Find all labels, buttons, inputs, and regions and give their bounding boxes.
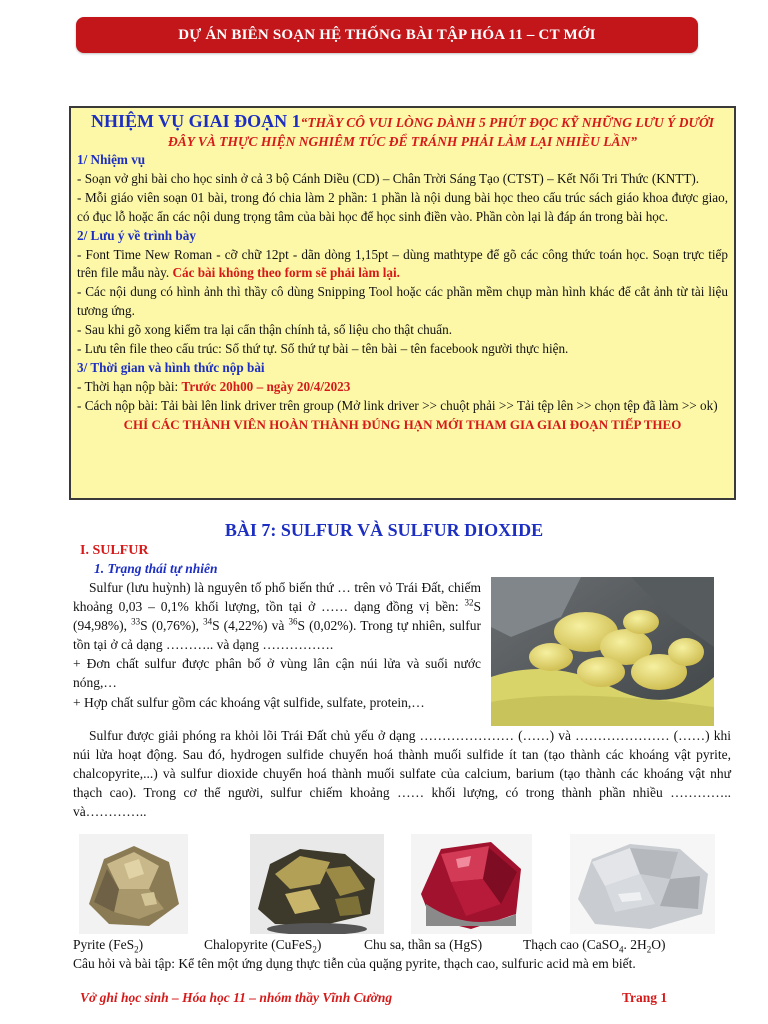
format-paragraph: - Lưu tên file theo cấu trúc: Số thứ tự. Số thứ tự bài – tên bài – tên facebook người thực hiện. <box>77 341 569 357</box>
cinnabar-image <box>411 834 532 934</box>
sulfur-rock-image <box>491 577 714 726</box>
header-banner: DỰ ÁN BIÊN SOẠN HỆ THỐNG BÀI TẬP HÓA 11 – CT MỚI <box>76 17 698 53</box>
task-paragraph: - Soạn vở ghi bài cho học sinh ở cả 3 bộ Cánh Diều (CD) – Chân Trời Sáng Tạo (CTST) – Kết Nối Tri Thức (KNTT). <box>77 170 700 186</box>
footer-title: Vở ghi học sinh – Hóa học 11 – nhóm thầy Vĩnh Cường <box>80 990 393 1005</box>
section-title: I. SULFUR <box>80 543 149 558</box>
task-title <box>77 112 728 151</box>
section-heading-task: 1/ Nhiệm vụ <box>77 152 146 167</box>
chalcopyrite-image <box>250 834 384 934</box>
deadline-date: Trước 20h00 – ngày 20/4/2023 <box>181 378 351 394</box>
pyrite-image <box>79 834 188 934</box>
release-paragraph: Sulfur được giải phóng ra khỏi lõi Trái Đất chủ yếu ở dạng ………………… (……) và ………………… (……) khi núi lửa hoạt động. Sau đó, hydrogen sulfide chuyển hoá thành muối sulfide ít tan (tạo thành các khoáng vật pyrite, chalcopyrite,...) và sulfur dioxide chuyển hoá thành muối sulfate của calcium, barium (tạo thành các khoáng vật như thạch cao). Trong cơ thể người, sulfur chiếm khoảng …… khối lượng, có trong thành phần nhiều ………….. và………….. <box>73 728 731 820</box>
pyrite-photo <box>79 834 188 934</box>
task-notice: “THẦY CÔ VUI LÒNG DÀNH 5 PHÚT ĐỌC KỸ NHỮNG LƯU Ý DƯỚI ĐÂY VÀ THỰC HIỆN NGHIÊM TÚC ĐỂ TRÁNH PHẢI LÀM LẠI NHIỀU LẦN” <box>167 115 715 149</box>
gypsum-image <box>570 834 715 934</box>
compound-paragraph: + Hợp chất sulfur gồm các khoáng vật sulfide, sulfate, protein,… <box>73 694 425 710</box>
isotope-paragraph: Sulfur (lưu huỳnh) là nguyên tố phổ biến thứ … trên vỏ Trái Đất, chiếm khoảng 0,03 – 0,1% khối lượng, tồn tại ở …… dạng đồng vị bền: $^{32}$S (94,98%), $^{33}$S (0,76%), $^{34}$S (4,22%) và $^{36}$S (0,02%). Trong tự nhiên, sulfur tồn tại ở cả dạng ……….. và dạng ……………. <box>73 580 481 653</box>
deadline-paragraph: - Thời hạn nộp bài: Trước 20h00 – ngày 20/4/2023 <box>77 378 351 394</box>
gypsum-photo <box>570 834 715 934</box>
page-number: Trang 1 <box>622 990 668 1005</box>
caption-chalcopyrite: Chalopyrite (CuFeS$_2$) <box>204 937 322 955</box>
format-paragraph: - Sau khi gõ xong kiểm tra lại cẩn thận chính tả, số liệu cho thật chuẩn. <box>77 322 453 338</box>
format-paragraph: - Font Time New Roman - cỡ chữ 12pt - dãn dòng 1,15pt – dùng mathtype để gõ các công thức toán học. Soạn trực tiếp trên file mẫu này. Các bài không theo form sẽ phải làm lại. <box>77 246 728 281</box>
natural-state-text <box>73 578 481 712</box>
format-warning: Các bài không theo form sẽ phải làm lại. <box>172 265 400 281</box>
task-heading: NHIỆM VỤ GIAI ĐOẠN 1 <box>90 111 301 131</box>
final-notice: CHỈ CÁC THÀNH VIÊN HOÀN THÀNH ĐÚNG HẠN MỚI THAM GIA GIAI ĐOẠN TIẾP THEO <box>123 416 682 432</box>
format-paragraph: - Các nội dung có hình ảnh thì thầy cô dùng Snipping Tool hoặc các phần mềm chụp màn hình khác để cắt ảnh từ tài liệu tương ứng. <box>77 284 728 319</box>
task-notice-box <box>69 106 736 500</box>
subsection-title: 1. Trạng thái tự nhiên <box>94 561 218 576</box>
section-heading-deadline: 3/ Thời gian và hình thức nộp bài <box>77 359 265 375</box>
elemental-paragraph: + Đơn chất sulfur được phân bố ở vùng lân cận núi lửa và suối nước nóng,… <box>73 656 481 691</box>
task-paragraph: - Mỗi giáo viên soạn 01 bài, trong đó chia làm 2 phần: 1 phần là nội dung bài học theo cấu trúc sách giáo khoa được giao, có đục lỗ hoặc ẩn các nội dung trọng tâm của bài học để học sinh điền vào. Phần còn lại là đáp án trong bài học. <box>77 189 728 224</box>
submit-paragraph: - Cách nộp bài: Tải bài lên link driver trên group (Mở link driver >> chuột phải >> Tải tệp lên >> chọn tệp đã làm >> ok) <box>77 397 718 413</box>
release-text <box>73 726 731 821</box>
sulfur-photo <box>491 577 714 726</box>
section-heading-format: 2/ Lưu ý về trình bày <box>77 227 196 243</box>
lesson-title: BÀI 7: SULFUR VÀ SULFUR DIOXIDE <box>224 520 544 540</box>
caption-cinnabar: Chu sa, thần sa (HgS) <box>364 937 483 952</box>
cinnabar-photo <box>411 834 532 934</box>
chalcopyrite-photo <box>250 834 384 934</box>
caption-pyrite: Pyrite (FeS$_2$) <box>73 937 144 955</box>
caption-gypsum: Thạch cao (CaSO$_4$. $2H_2O$) <box>523 937 666 955</box>
exercise-question: Câu hỏi và bài tập: Kể tên một ứng dụng thực tiễn của quặng pyrite, thạch cao, sulfuric acid mà em biết. <box>73 956 636 971</box>
